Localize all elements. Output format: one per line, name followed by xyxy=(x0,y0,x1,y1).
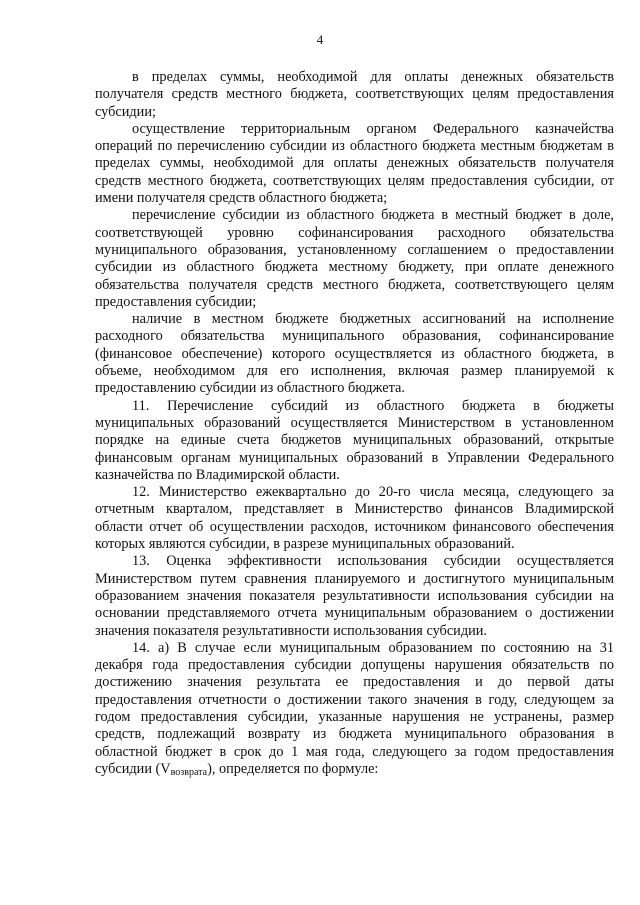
paragraph-14-text: 14. а) В случае если муниципальным образованием по состоянию на 31 декабря года предоставления субсидии допущены нарушения обязательств по достижению значения результата ее предоставления и до первой даты предоставления отчетности о достижении такого значения в году, следующем за годом предоставления субсидии, указанные нарушения не устранены, размер средств, подлежащий возврату из бюджета муниципального образования в областной бюджет в срок до 1 мая года, следующего за годом предоставления субсидии (V xyxy=(95,639,614,777)
paragraph-item-14 xyxy=(95,640,614,781)
paragraph-item-11: 11. Перечисление субсидий из областного бюджета в бюджеты муниципальных образований осуществляется Министерством в установленном порядке на единые счета бюджетов муниципальных образований, открытые финансовым органам муниципальных образований в Управлении Федерального казначейства по Владимирской области. xyxy=(95,397,614,483)
document-body xyxy=(95,69,614,781)
paragraph: наличие в местном бюджете бюджетных ассигнований на исполнение расходного обязательства муниципального образования, софинансирование (финансовое обеспечение) которого осуществляется из областного бюджета, в объеме, необходимом для его исполнения, включая размер планируемой к предоставлению субсидии из областного бюджета. xyxy=(95,311,614,397)
paragraph: осуществление территориальным органом Федерального казначейства операций по перечислению субсидии из областного бюджета местным бюджетам в пределах суммы, необходимой для оплаты денежных обязательств получателя средств местного бюджета, соответствующих целям предоставления субсидии, от имени получателя средств областного бюджета; xyxy=(95,120,614,207)
formula-subscript: возврата xyxy=(170,766,208,778)
page-number: 4 xyxy=(316,32,324,47)
paragraph: в пределах суммы, необходимой для оплаты денежных обязательств получателя средств местного бюджета, соответствующих целям предоставления субсидии; xyxy=(95,69,614,120)
paragraph-item-13: 13. Оценка эффективности использования субсидии осуществляется Министерством путем сравнения планируемого и достигнутого муниципальным образованием значения показателя результативности использования субсидии на основании представляемого отчета муниципальным образованием о достижении значения показателя результативности использования субсидии. xyxy=(95,553,614,639)
paragraph-item-12: 12. Министерство ежеквартально до 20-го числа месяца, следующего за отчетным кварталом, представляет в Министерство финансов Владимирской области отчет об осуществлении расходов, источником финансового обеспечения которых являются субсидии, в разрезе муниципальных образований. xyxy=(95,484,614,553)
formula-tail: ), определяется по формуле: xyxy=(207,760,379,777)
paragraph: перечисление субсидии из областного бюджета в местный бюджет в доле, соответствующей уровню софинансирования расходного обязательства муниципального образования, установленному соглашением о предоставлении субсидии из областного бюджета местному бюджету, при оплате денежного обязательства получателя средств местного бюджета, соответствующего целям предоставления субсидии; xyxy=(95,207,614,310)
